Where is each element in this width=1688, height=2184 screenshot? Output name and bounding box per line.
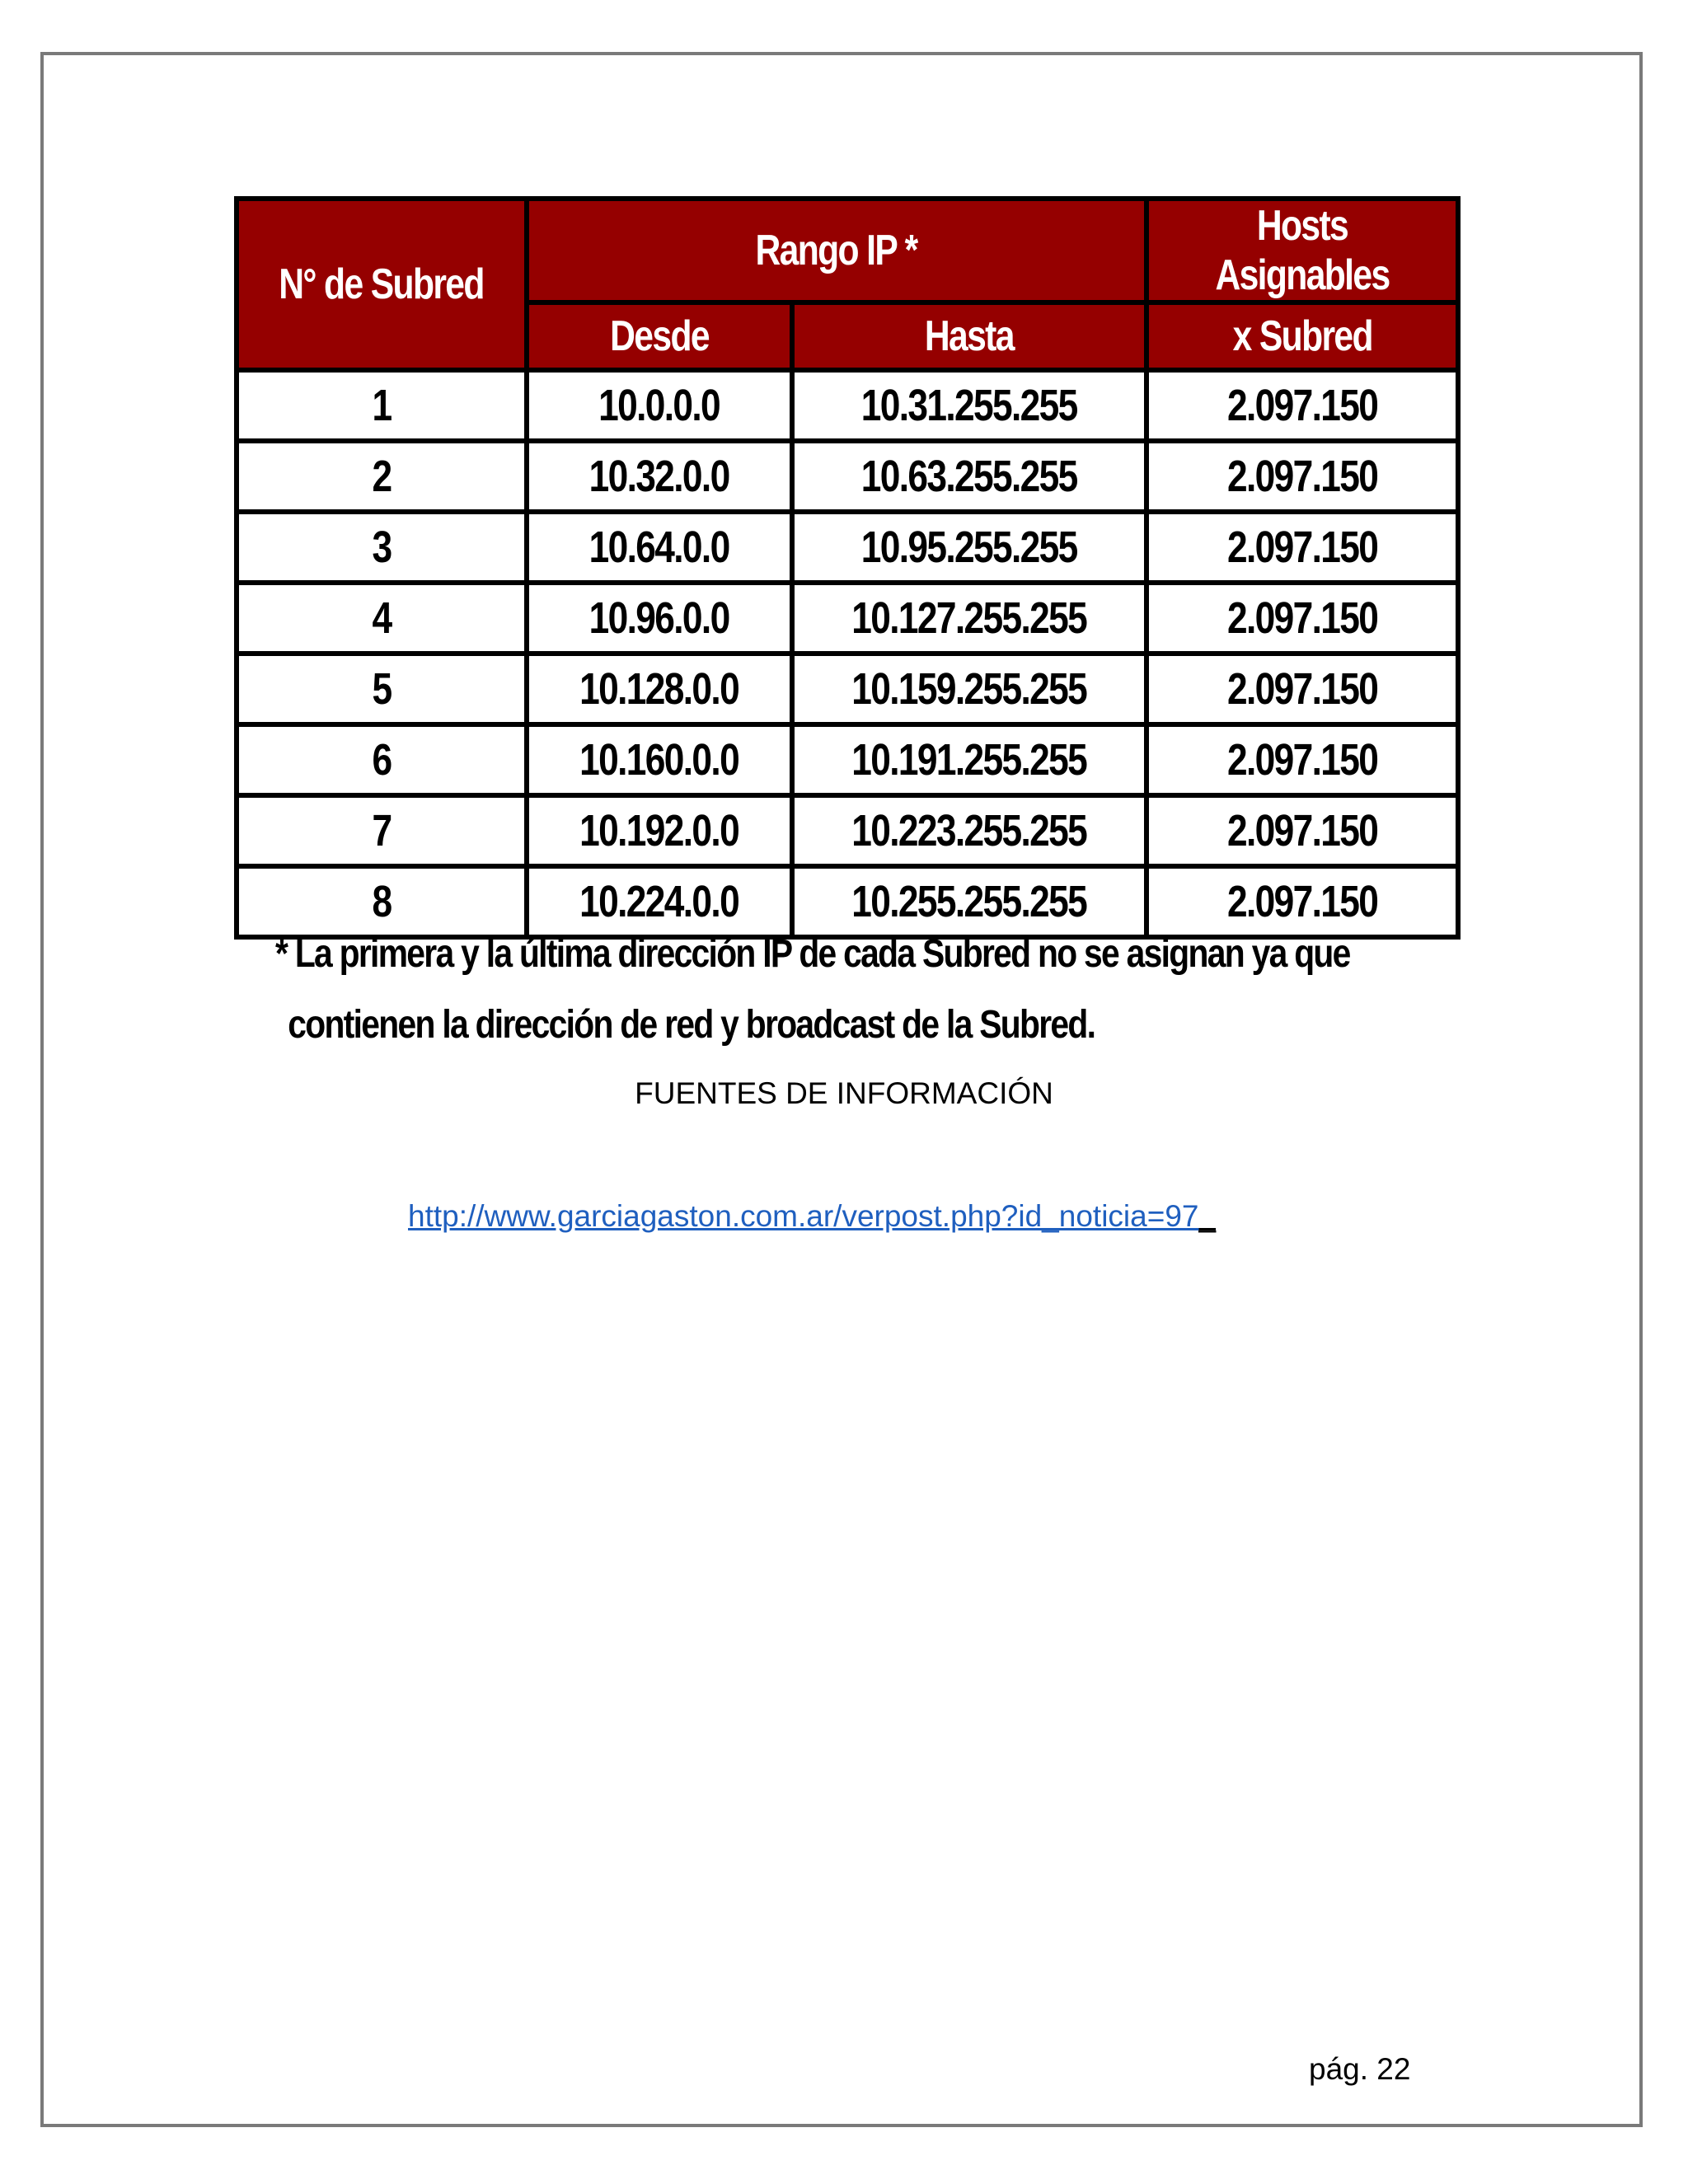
source-link[interactable] (408, 1199, 1216, 1234)
source-link-text[interactable]: http://www.garciagaston.com.ar/verpost.php?id_noticia=97 (408, 1199, 1199, 1233)
cell-from: 10.0.0.0 (527, 370, 792, 441)
cell-hosts: 2.097.150 (1146, 795, 1458, 866)
cell-subnet-number: 7 (237, 795, 527, 866)
table-row (237, 512, 1458, 583)
table-row (237, 795, 1458, 866)
header-to: Hasta (792, 302, 1146, 370)
table-row (237, 724, 1458, 795)
cell-subnet-number: 5 (237, 654, 527, 724)
footnote-line-2: contienen la dirección de red y broadcast de la Subred. (288, 1003, 1095, 1047)
table-row (237, 370, 1458, 441)
cell-hosts: 2.097.150 (1146, 441, 1458, 512)
cell-from: 10.128.0.0 (527, 654, 792, 724)
source-link-tail: _ (1198, 1199, 1217, 1233)
cell-to: 10.95.255.255 (792, 512, 1146, 583)
table-footnote (275, 919, 1446, 1061)
cell-to: 10.31.255.255 (792, 370, 1146, 441)
cell-subnet-number: 3 (237, 512, 527, 583)
cell-from: 10.160.0.0 (527, 724, 792, 795)
header-hosts-line1: Hosts Asignables (1146, 199, 1458, 302)
cell-from: 10.64.0.0 (527, 512, 792, 583)
subnet-table (234, 196, 1461, 940)
footnote-line-1: * La primera y la última dirección IP de cada Subred no se asignan ya que (275, 932, 1350, 976)
cell-hosts: 2.097.150 (1146, 724, 1458, 795)
cell-subnet-number: 8 (237, 866, 527, 937)
sources-heading: FUENTES DE INFORMACIÓN (635, 1076, 1053, 1110)
cell-subnet-number: 6 (237, 724, 527, 795)
table-row (237, 583, 1458, 654)
cell-hosts: 2.097.150 (1146, 512, 1458, 583)
header-subnet-number: N° de Subred (237, 199, 527, 370)
cell-subnet-number: 4 (237, 583, 527, 654)
cell-from: 10.224.0.0 (527, 866, 792, 937)
table-row (237, 654, 1458, 724)
cell-to: 10.255.255.255 (792, 866, 1146, 937)
header-hosts-line2: x Subred (1146, 302, 1458, 370)
header-ip-range: Rango IP * (527, 199, 1146, 302)
cell-hosts: 2.097.150 (1146, 866, 1458, 937)
table-row (237, 441, 1458, 512)
cell-subnet-number: 2 (237, 441, 527, 512)
header-from: Desde (527, 302, 792, 370)
cell-hosts: 2.097.150 (1146, 583, 1458, 654)
cell-to: 10.159.255.255 (792, 654, 1146, 724)
cell-to: 10.223.255.255 (792, 795, 1146, 866)
cell-from: 10.192.0.0 (527, 795, 792, 866)
cell-to: 10.63.255.255 (792, 441, 1146, 512)
cell-to: 10.191.255.255 (792, 724, 1146, 795)
cell-hosts: 2.097.150 (1146, 370, 1458, 441)
header-row-1 (237, 199, 1458, 302)
cell-hosts: 2.097.150 (1146, 654, 1458, 724)
cell-to: 10.127.255.255 (792, 583, 1146, 654)
cell-from: 10.32.0.0 (527, 441, 792, 512)
cell-from: 10.96.0.0 (527, 583, 792, 654)
page-number: pág. 22 (1309, 2052, 1411, 2086)
cell-subnet-number: 1 (237, 370, 527, 441)
